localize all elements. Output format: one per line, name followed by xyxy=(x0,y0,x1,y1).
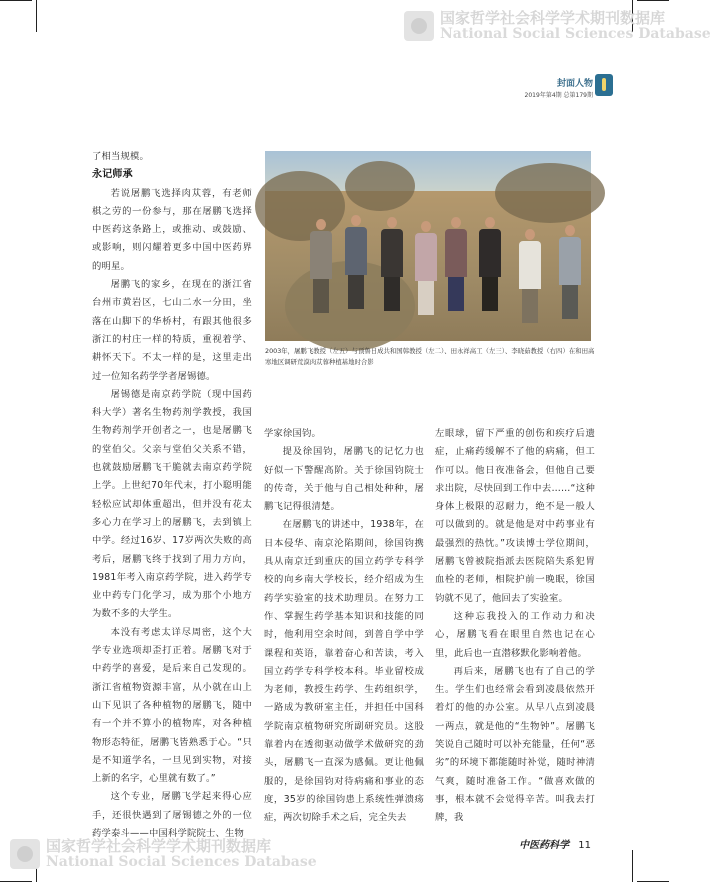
paragraph: 这个专业，屠鹏飞学起来得心应手，还很快遇到了屠锡德之外的一位药学泰斗——中国科学院院士、生物 xyxy=(92,791,252,839)
issue-label: 2019年第4期 总第179期 xyxy=(524,92,593,99)
database-logo-icon xyxy=(10,839,40,869)
page-header xyxy=(525,76,593,99)
column-right xyxy=(435,425,595,828)
photo-person xyxy=(559,225,581,319)
paragraph: 学家徐国钧。 xyxy=(264,428,321,439)
photo-person xyxy=(345,215,367,309)
page-footer xyxy=(519,836,591,851)
database-logo-icon xyxy=(404,11,434,41)
photo-person xyxy=(310,219,332,313)
photo-person xyxy=(479,217,501,311)
photo-person xyxy=(445,217,467,311)
crop-mark xyxy=(637,0,669,1)
photo-person xyxy=(381,217,403,311)
paragraph: 若说屠鹏飞选择肉苁蓉，有老师棋之劳的一份参与，那在屠鹏飞选择中医药这条路上，或推动、或鼓励、或影响，则闪耀着更多中国中医药界的明星。 xyxy=(92,187,252,272)
magazine-name: 中医药科学 xyxy=(519,840,570,851)
photo-person xyxy=(415,221,437,315)
watermark-bottom xyxy=(10,838,317,870)
column-left xyxy=(92,148,252,843)
photo-caption: 2003年，屠鹏飞教授（左五）与顶鲁日成共和国韩教授（左二）、田永祥高工（左三）、李晓茹教授（右四）在和田高寒地区调研荒漠肉苁蓉种植基地时合影 xyxy=(265,347,595,366)
subheading: 永记师承 xyxy=(92,169,133,181)
paragraph: 左眼球，留下严重的创伤和疾疗后遗症，止痛药缓解不了他的病痛，但工作可以。他日夜准备会，但他自己要求出院，尽快回到工作中去……“这种身体上极限的忍耐力，绝不是一般人可以做到的。就是他是对中药事业有最强烈的热忱。”攻读博士学位期间，屠鹏飞曾被院指派去医院陪失系犯胃血栓的老师，相院护前一晚眠，徐国钧就不见了，他回去了实验室。 xyxy=(435,428,595,604)
section-badge-icon xyxy=(595,74,613,96)
column-middle xyxy=(264,425,424,828)
crop-mark xyxy=(632,850,633,882)
intro-line: 了相当规模。 xyxy=(92,151,149,162)
photo-shrub xyxy=(345,161,415,211)
watermark-title-cn: 国家哲学社会科学学术期刊数据库 xyxy=(440,9,666,27)
paragraph: 本没有考虑太详尽周密，这个大学专业选项却歪打正着。屠鹏飞对于中药学的喜爱，是后来自己发现的。浙江省植物资源丰富，从小就在山上山下见识了各种植物的屠鹏飞，随中有一个并不算小的植物库，对各种植物形态特征，屠鹏飞皆熟悉于心。“只是不知道学名，一旦见到实物，对接上新的名字，心里就有数了。” xyxy=(92,626,252,785)
photo-person xyxy=(519,229,541,323)
paragraph: 这种忘我投入的工作动力和决心，屠鹏飞看在眼里自然也记在心里，此后也一直潜移默化影响着他。 xyxy=(435,610,595,659)
watermark-title-en: National Social Sciences Database xyxy=(440,26,711,42)
paragraph: 提及徐国钧，屠鹏飞的记忆力也好似一下警醒高阶。关于徐国钧院士的传奇，关于他与自己相处种种，屠鹏飞记得很清楚。 xyxy=(264,446,424,513)
crop-mark xyxy=(0,0,32,1)
article-photo xyxy=(265,151,591,341)
watermark-title-en: National Social Sciences Database xyxy=(46,854,317,870)
photo-shrub xyxy=(495,163,605,223)
paragraph: 再后来，屠鹏飞也有了自己的学生。学生们也经常会看到凌晨依然开着灯的他的办公室。从早八点到凌晨一两点，就是他的“生物钟”。屠鹏飞笑说自己随时可以补充能量，任何“恶劣”的环境下都能随时补觉，随时神清气爽，随时准备工作。“做喜欢做的事，根本就不会觉得辛苦。叫我去打牌，我 xyxy=(435,665,595,824)
watermark-title-cn: 国家哲学社会科学学术期刊数据库 xyxy=(46,837,272,855)
watermark-top xyxy=(404,10,711,42)
page-number: 11 xyxy=(578,840,591,851)
crop-mark xyxy=(36,0,37,32)
paragraph: 屠锡德是南京药学院（现中国药科大学）著名生物药剂学教授，我国生物药剂学开创者之一，也是屠鹏飞的堂伯父。父亲与堂伯父关系不错，也就鼓励屠鹏飞干脆就去南京药学院上学。上世纪70年代末，打小聪明能轻松应试却体重超出，但并没有花太多心力在学习上的屠鹏飞，去到镇上中学。经过16岁、17岁两次失败的高考后，屠鹏飞终于找到了用力方向，1981年考入南京药学院，进入药学专业中药专门化学习，成为那个小地方为数不多的大学生。 xyxy=(92,388,252,620)
section-title: 封面人物 xyxy=(556,79,593,89)
paragraph: 在屠鹏飞的讲述中，1938年，在日本侵华、南京沦陷期间，徐国钧携具从南京迁到重庆的国立药学专科学校的向乡南大学校长，经介绍成为生药学实验室的技术助理员。在努力工作、掌握生药学基本知识和技能的同时，他利用空余时间，到普自学中学课程和英语，靠着奋心和苦读，考入国立药学专科学校本科。毕业留校成为老师，教授生药学、生药组织学，一路成为教研室主任，并担任中国科学院南京植物研究所副研究员。这股靠着内在透彻驱动做学术做研究的劲头，屠鹏飞一直深为感佩。更让他佩服的，是徐国钧对待病痛和事业的态度，35岁的徐国钧患上系统性弹溃疡症，两次切除手术之后，完全失去 xyxy=(264,519,424,824)
paragraph: 屠鹏飞的家乡，在现在的浙江省台州市黄岩区，七山二水一分田，坐落在山脚下的华桥村，有跟其他很多浙江的村庄一样的特质，重视着学、耕怀天下。不太一样的是，这里走出过一位知名药学学者屠锡德。 xyxy=(92,279,252,382)
